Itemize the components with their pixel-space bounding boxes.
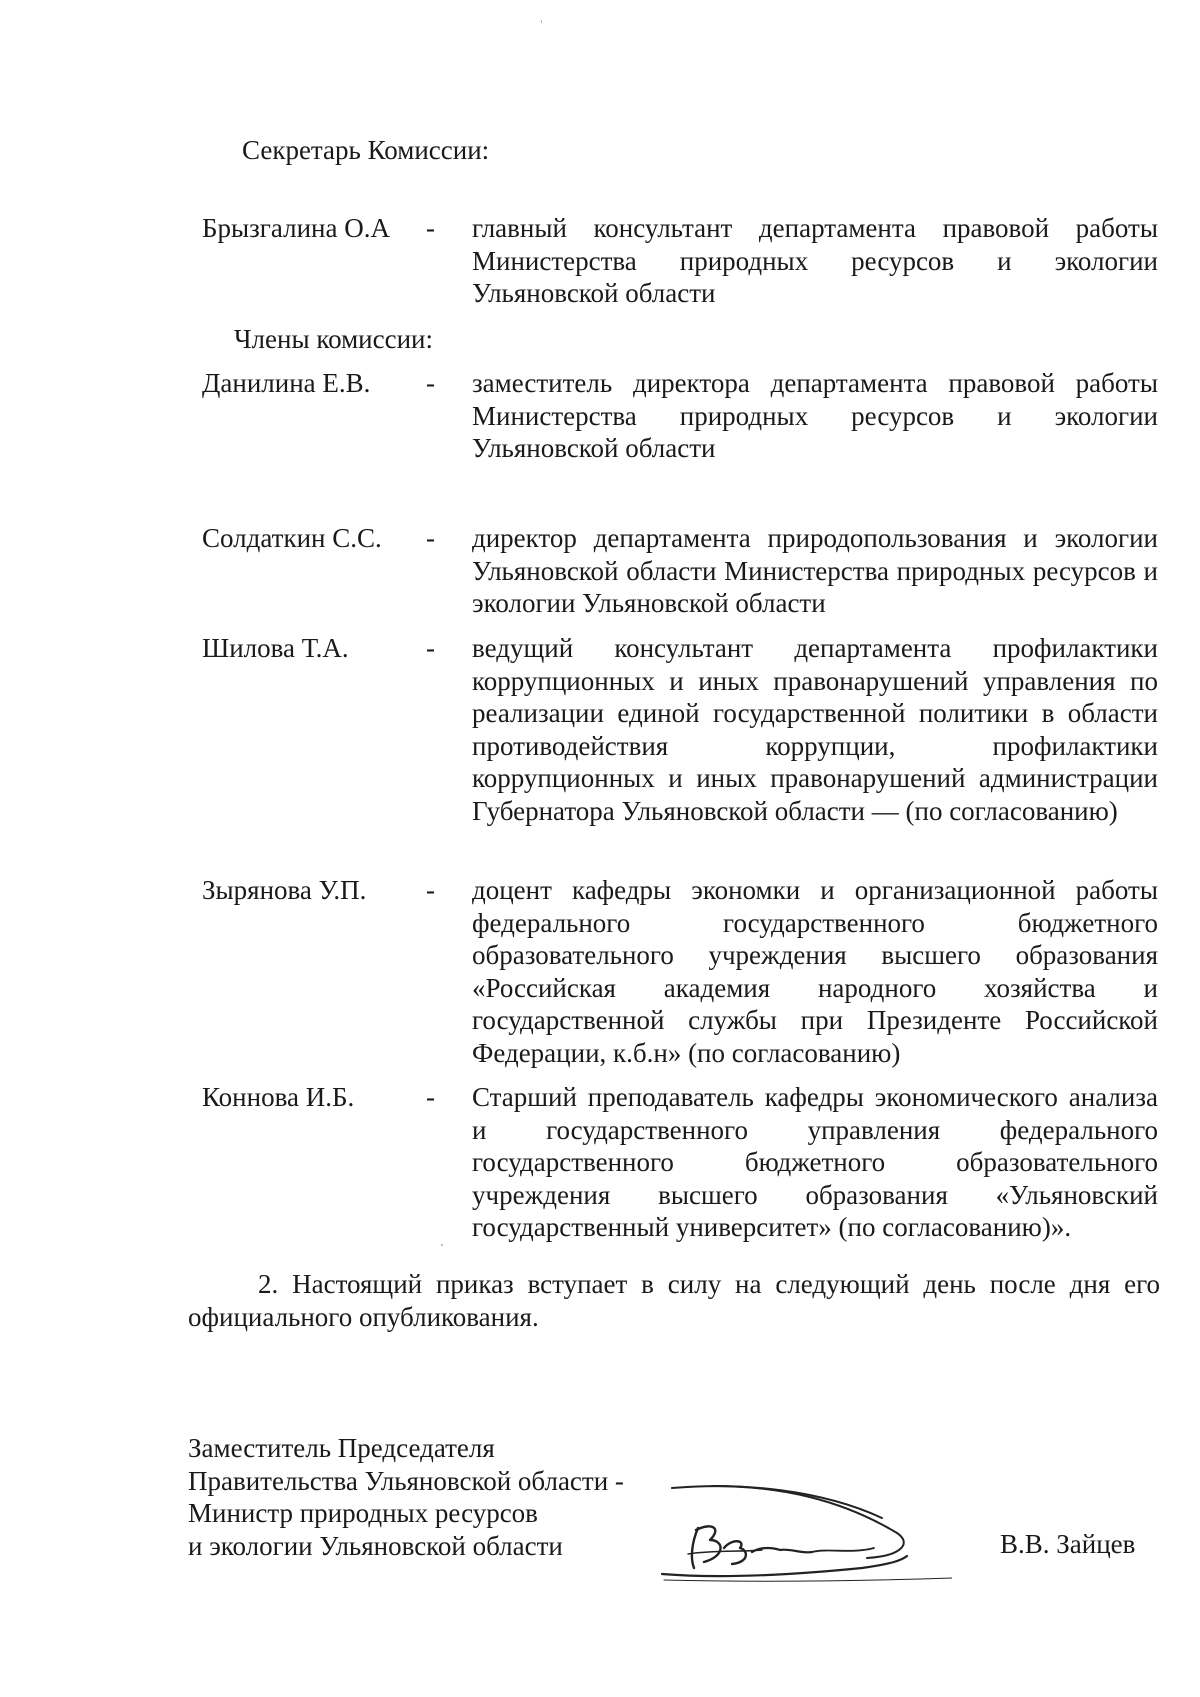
- member-name: Шилова Т.А.: [202, 633, 349, 663]
- member-name: Зырянова У.П.: [202, 875, 367, 905]
- member-name: Данилина Е.В.: [202, 368, 371, 398]
- scan-speck: [441, 1244, 443, 1246]
- secretary-position: главный консультант департамента правовой работы Министерства природных ресурсов и экологии Ульяновской области: [472, 213, 1158, 308]
- secretary-name: Брызгалина О.А: [202, 213, 390, 243]
- member-position: ведущий консультант департамента профилактики коррупционных и иных правонарушений управления по реализации единой государственной политики в области противодействия коррупции, профилактики коррупционных и иных правонарушений администрации Губернатора Ульяновской области — (по согласованию): [472, 633, 1158, 826]
- signatory-title-line: Правительства Ульяновской области -: [188, 1465, 624, 1496]
- dash-separator: -: [426, 213, 435, 243]
- secretary-heading: Секретарь Комиссии:: [242, 135, 490, 165]
- member-name: Коннова И.Б.: [202, 1082, 355, 1112]
- signatory-title-line: Министр природных ресурсов: [188, 1498, 538, 1528]
- scan-speck: [541, 20, 542, 23]
- member-position: Старший преподаватель кафедры экономического анализа и государственного управления федерального государственного бюджетного образовательного учреждения высшего образования «Ульяновский государственный университет» (по согласованию)».: [472, 1082, 1158, 1242]
- dash-separator: -: [426, 368, 435, 398]
- member-position: директор департамента природопользования и экологии Ульяновской области Министерства природных ресурсов и экологии Ульяновской области: [472, 523, 1158, 618]
- clause-paragraph: 2. Настоящий приказ вступает в силу на следующий день после дня его официального опубликования.: [188, 1269, 1160, 1332]
- signatory-title-line: и экологии Ульяновской области: [188, 1530, 563, 1561]
- member-name: Солдаткин С.С.: [202, 523, 382, 553]
- members-heading: Члены комиссии:: [234, 324, 433, 354]
- signer-name: В.В. Зайцев: [1000, 1529, 1136, 1559]
- dash-separator: -: [426, 1082, 435, 1112]
- member-position: заместитель директора департамента правовой работы Министерства природных ресурсов и экологии Ульяновской области: [472, 368, 1158, 463]
- dash-separator: -: [426, 875, 435, 905]
- signatory-title-line: Заместитель Председателя: [188, 1433, 495, 1463]
- dash-separator: -: [426, 523, 435, 553]
- handwritten-signature: [652, 1478, 952, 1598]
- member-position: доцент кафедры экономки и организационной работы федерального государственного бюджетного образовательного учреждения высшего образования «Российская академия народного хозяйства и государственной службы при Президенте Российской Федерации, к.б.н» (по согласованию): [472, 875, 1158, 1068]
- dash-separator: -: [426, 633, 435, 663]
- signatory-title: [188, 1432, 708, 1562]
